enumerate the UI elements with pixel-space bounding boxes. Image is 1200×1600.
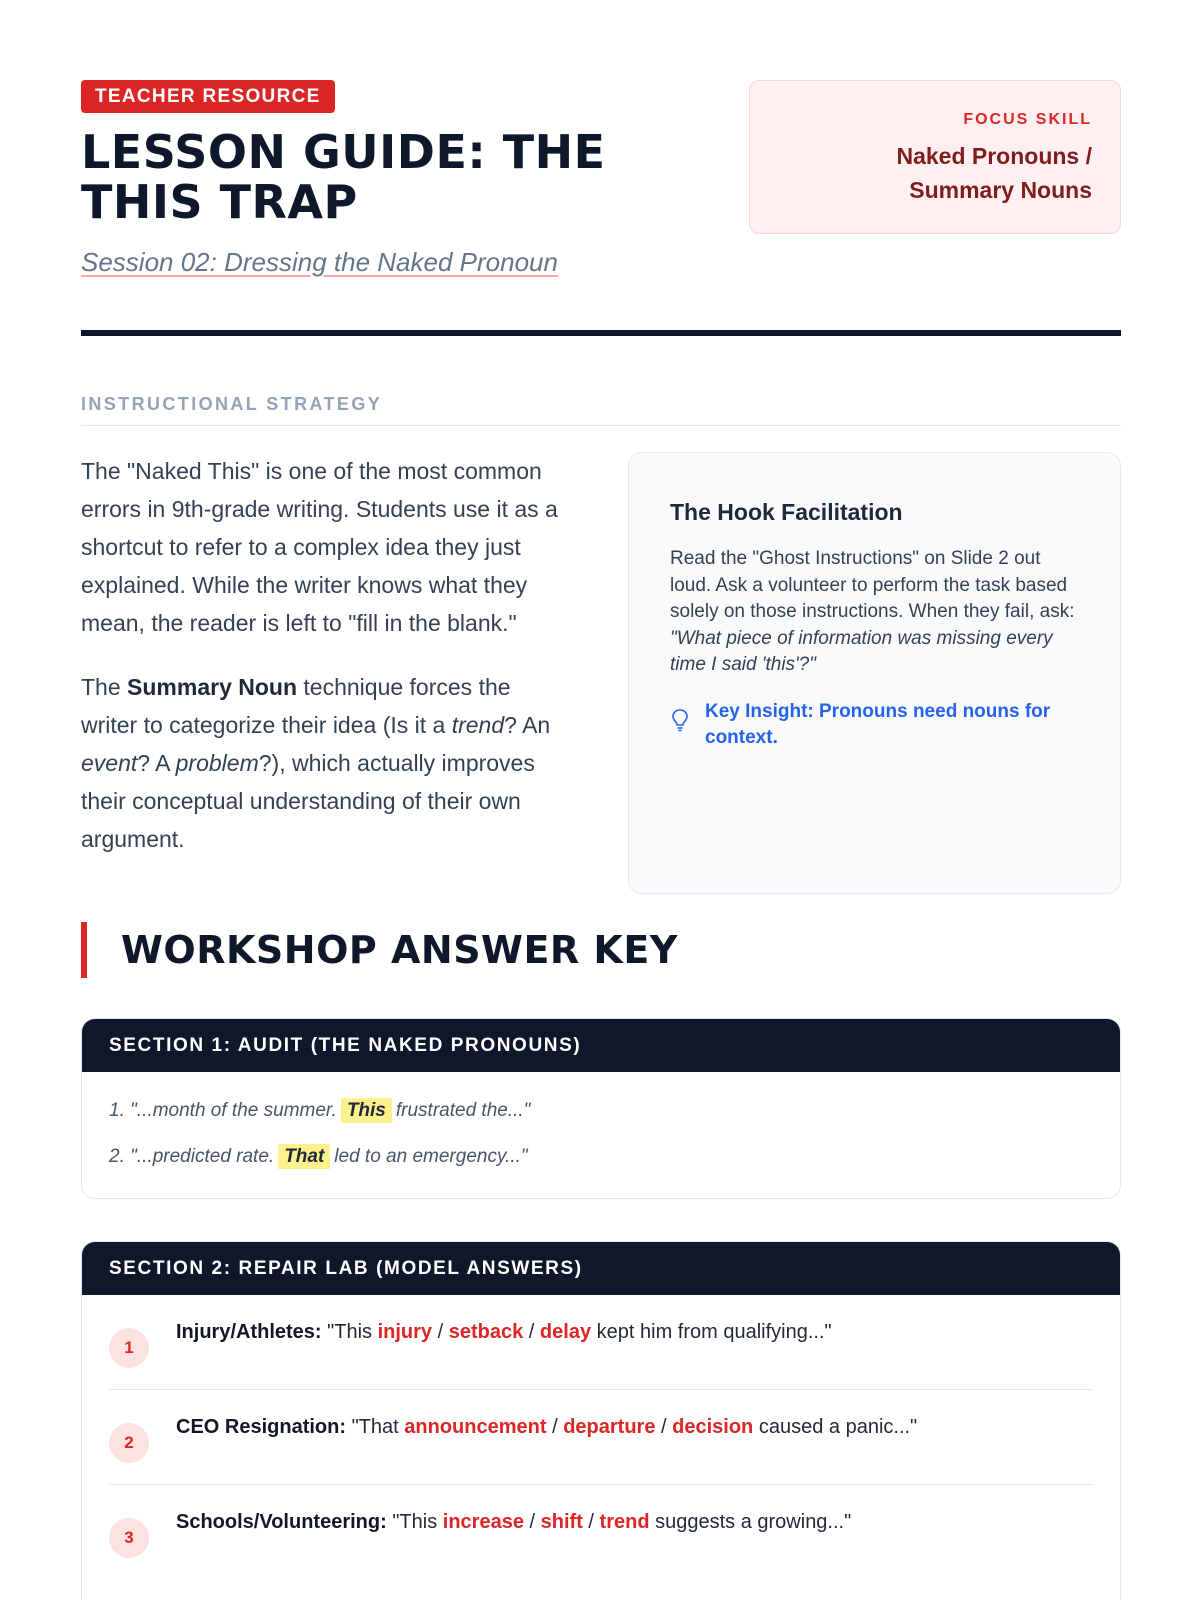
summary-noun: decision [672, 1416, 754, 1438]
repair-pre: "That [351, 1416, 399, 1438]
summary-noun: setback [448, 1321, 524, 1343]
strategy-text [81, 452, 571, 858]
repair-post: kept him from qualifying..." [596, 1321, 832, 1343]
summary-noun: trend [599, 1511, 650, 1533]
separator: / [529, 1511, 536, 1533]
session-subtitle: Session 02: Dressing the Naked Pronoun [81, 247, 558, 277]
key-insight-text: Key Insight: Pronouns need nouns for context. [705, 700, 1051, 748]
instructional-strategy-label: INSTRUCTIONAL STRATEGY [81, 394, 1121, 426]
summary-noun: injury [377, 1321, 433, 1343]
example-event: event [81, 750, 138, 776]
teacher-resource-badge: TEACHER RESOURCE [81, 80, 335, 113]
text-run: ? A [137, 750, 176, 776]
example-problem: problem [175, 750, 259, 776]
strategy-paragraph-2 [81, 668, 571, 858]
focus-skill-value [770, 139, 1092, 207]
lesson-guide-page [81, 80, 1121, 1600]
separator: / [528, 1321, 535, 1343]
summary-noun-term: Summary Noun [127, 674, 298, 700]
text-run: ?), which actually improves their conceptual understanding of their own argument. [81, 750, 535, 852]
text-run: technique forces the writer to categorize their idea (Is it a [81, 674, 511, 738]
lightbulb-icon [670, 707, 690, 752]
summary-noun: shift [540, 1511, 583, 1533]
section-2-header: SECTION 2: REPAIR LAB (MODEL ANSWERS) [82, 1242, 1120, 1295]
focus-skill-line-1: Naked Pronouns / [896, 143, 1092, 169]
text-run: ? An [504, 712, 551, 738]
hook-body [670, 546, 1080, 679]
strategy-paragraph-1: The "Naked This" is one of the most common errors in 9th-grade writing. Students use it as a shortcut to refer to a complex idea they just explained. While the writer knows what they mean, the reader is left to "fill in the blank." [81, 458, 558, 636]
repair-post: suggests a growing..." [655, 1511, 852, 1533]
page-header [81, 80, 1121, 330]
repair-pre: "This [392, 1511, 438, 1533]
hook-question: "What piece of information was missing every time I said 'this'?" [670, 627, 1053, 675]
separator: / [437, 1321, 444, 1343]
section-1-audit [81, 1018, 1121, 1199]
summary-noun: increase [442, 1511, 524, 1533]
repair-item [109, 1485, 1093, 1580]
section-2-repair-lab [81, 1241, 1121, 1600]
repair-topic: Injury/Athletes: [176, 1321, 322, 1343]
separator: / [552, 1416, 558, 1438]
example-trend: trend [451, 712, 505, 738]
answer-key-heading [81, 922, 1121, 978]
hook-instructions: Read the "Ghost Instructions" on Slide 2 out loud. Ask a volunteer to perform the task based solely on those instructions. When they fail, ask: [670, 548, 1075, 622]
answer-key-title: WORKSHOP ANSWER KEY [121, 928, 678, 972]
repair-pre: "This [327, 1321, 373, 1343]
repair-list [82, 1295, 1120, 1580]
focus-skill-line-2: Summary Nouns [909, 177, 1092, 203]
naked-pronoun-highlight: This [341, 1098, 392, 1123]
item-number-badge: 3 [109, 1518, 149, 1558]
hook-title: The Hook Facilitation [670, 499, 903, 525]
section-1-header: SECTION 1: AUDIT (THE NAKED PRONOUNS) [82, 1019, 1120, 1072]
item-number-badge: 2 [109, 1423, 149, 1463]
instructional-strategy [81, 452, 1121, 922]
summary-noun: announcement [404, 1416, 547, 1438]
key-insight [670, 699, 1080, 752]
repair-item [109, 1390, 1093, 1485]
audit-item [109, 1142, 1093, 1188]
hook-facilitation-card [628, 452, 1121, 894]
repair-item [109, 1295, 1093, 1390]
summary-noun: delay [539, 1321, 592, 1343]
separator: / [588, 1511, 594, 1533]
header-divider [81, 330, 1121, 336]
audit-list [82, 1072, 1120, 1188]
page-title: LESSON GUIDE: THE THIS TRAP [81, 125, 606, 229]
repair-post: caused a panic..." [758, 1416, 918, 1438]
item-number-badge: 1 [109, 1328, 149, 1368]
focus-skill-card [749, 80, 1121, 234]
audit-item [109, 1096, 1093, 1142]
separator: / [661, 1416, 667, 1438]
audit-item-number: 1. [109, 1100, 125, 1121]
text-run: The [81, 674, 128, 700]
audit-item-before: "...month of the summer. [130, 1100, 337, 1121]
naked-pronoun-highlight: That [278, 1144, 330, 1169]
audit-item-after: led to an emergency..." [334, 1146, 528, 1167]
focus-skill-label: FOCUS SKILL [963, 111, 1092, 128]
audit-item-after: frustrated the..." [395, 1100, 531, 1121]
repair-topic: Schools/Volunteering: [176, 1511, 387, 1533]
repair-topic: CEO Resignation: [176, 1416, 347, 1438]
audit-item-number: 2. [109, 1146, 125, 1167]
audit-item-before: "...predicted rate. [130, 1146, 275, 1167]
summary-noun: departure [563, 1416, 656, 1438]
